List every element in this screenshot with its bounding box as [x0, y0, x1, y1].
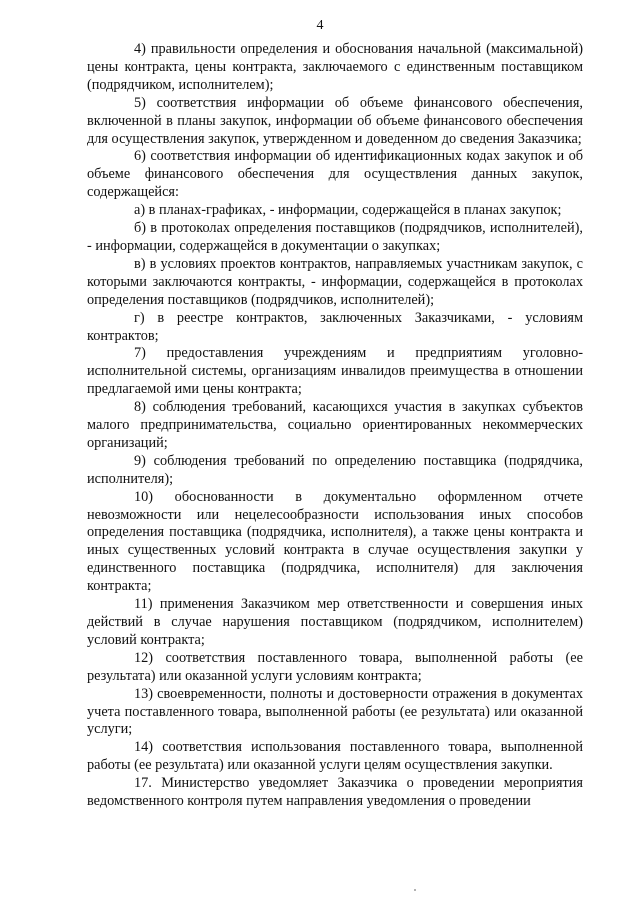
paragraph-item-8: 8) соблюдения требований, касающихся участия в закупках субъектов малого предпринимательства, социально ориентированных некоммерческих организаций;	[87, 399, 583, 451]
paragraph-subitem-b: б) в протоколах определения поставщиков (подрядчиков, исполнителей), - информации, содержащейся в документации о закупках;	[87, 220, 583, 254]
document-body	[87, 41, 583, 811]
paragraph-item-5: 5) соответствия информации об объеме финансового обеспечения, включенной в планы закупок, информации об объеме финансового обеспечения для осуществления закупок, утвержденном и доведенном до сведения Заказчика;	[87, 94, 583, 147]
paragraph-subitem-g: г) в реестре контрактов, заключенных Заказчиками, - условиям контрактов;	[87, 309, 583, 344]
paragraph-item-6: 6) соответствия информации об идентификационных кодах закупок и об объеме финансового обеспечения для осуществления данных закупок, содержащейся:	[87, 148, 583, 201]
paragraph-item-7: 7) предоставления учреждениям и предприятиям уголовно-исполнительной системы, организациям инвалидов преимущества в отношении предлагаемой ими цены контракта;	[87, 345, 583, 398]
paragraph-item-14: 14) соответствия использования поставленного товара, выполненной работы (ее результата) или оказанной услуги целям осуществления закупки.	[87, 739, 583, 774]
paragraph-item-9: 9) соблюдения требований по определению поставщика (подрядчика, исполнителя);	[87, 452, 583, 487]
paragraph-item-10: 10) обоснованности в документально оформленном отчете невозможности или нецелесообразности использования иных способов определения поставщика (подрядчика, исполнителя), а также цены контракта и иных существенных условий контракта в случае осуществления закупки у единственного поставщика (подрядчика, исполнителя) для заключения контракта;	[87, 488, 583, 595]
paragraph-item-13: 13) своевременности, полноты и достоверности отражения в документах учета поставленного товара, выполненной работы (ее результата) или оказанной услуги;	[87, 685, 583, 738]
paragraph-section-17: 17. Министерство уведомляет Заказчика о проведении мероприятия ведомственного контроля путем направления уведомления о проведении	[87, 775, 583, 810]
paragraph-subitem-v: в) в условиях проектов контрактов, направляемых участникам закупок, с которыми заключаются контракты, - информации, содержащейся в протоколах определения поставщиков (подрядчиков, исполнителей);	[87, 255, 583, 308]
scan-speck	[414, 889, 416, 891]
paragraph-item-11: 11) применения Заказчиком мер ответственности и совершения иных действий в случае нарушения поставщиком (подрядчиком, исполнителем) условий контракта;	[87, 596, 583, 648]
paragraph-subitem-a: а) в планах-графиках, - информации, содержащейся в планах закупок;	[134, 202, 562, 219]
paragraph-item-12: 12) соответствия поставленного товара, выполненной работы (ее результата) или оказанной услуги условиям контракта;	[87, 649, 583, 684]
page-number: 4	[316, 18, 324, 33]
paragraph-item-4: 4) правильности определения и обоснования начальной (максимальной) цены контракта, цены контракта, заключаемого с единственным поставщиком (подрядчиком, исполнителем);	[87, 41, 583, 93]
